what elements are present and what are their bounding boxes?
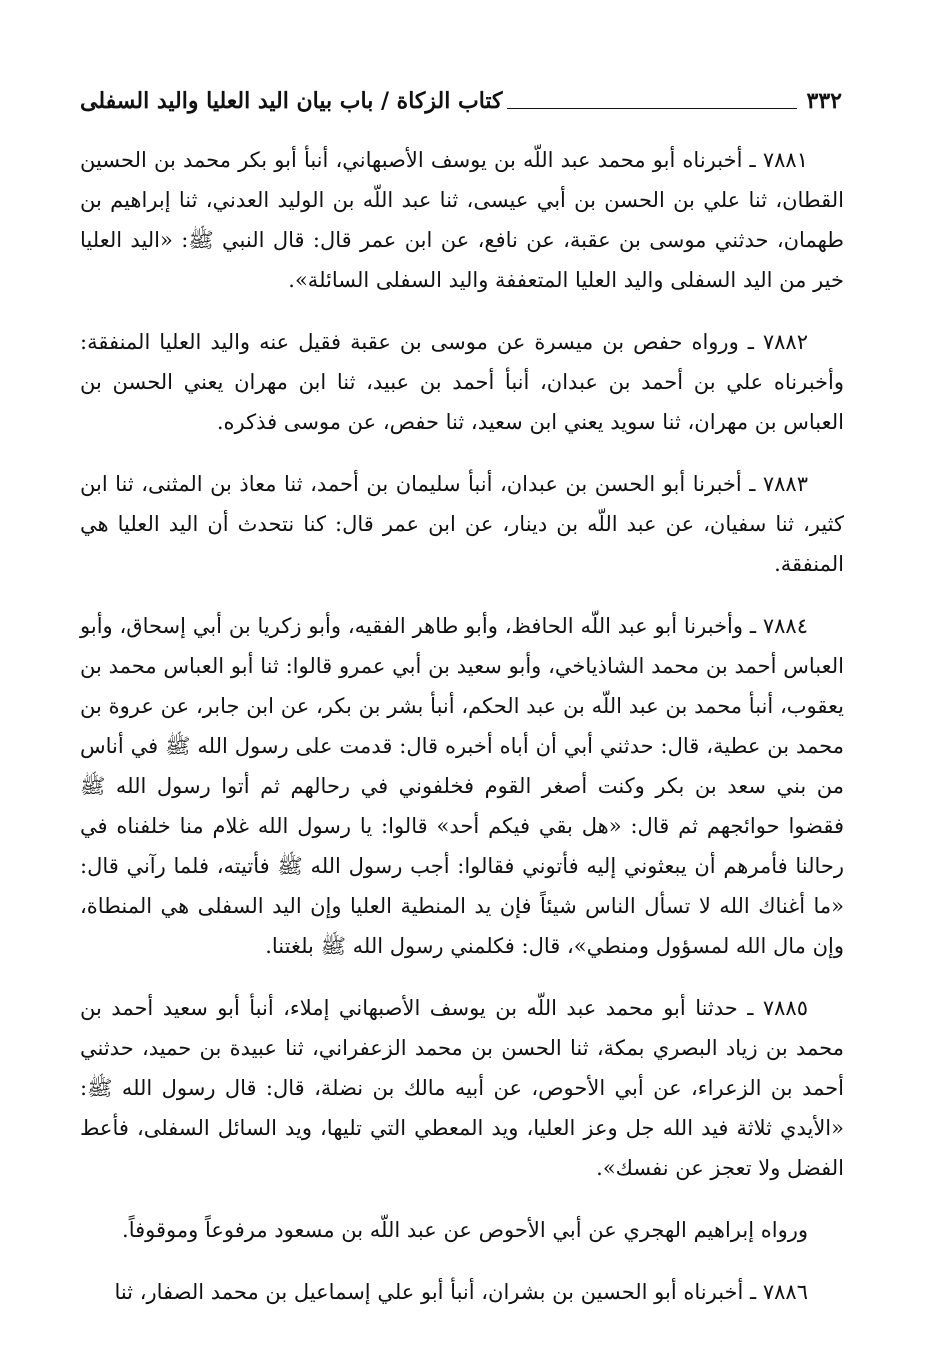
running-title: كتاب الزكاة / باب بيان اليد العليا واليد السفلى bbox=[80, 88, 503, 114]
page-number: ٣٣٢ bbox=[806, 88, 842, 114]
hadith-7885: ٧٨٨٥ ـ حدثنا أبو محمد عبد اللّه بن يوسف الأصبهاني إملاء، أنبأ أبو سعيد أحمد بن محمد بن زياد البصري بمكة، ثنا الحسن بن محمد الزعفراني، ثنا عبيدة بن حميد، حدثني أحمد بن الزعراء، عن أبي الأحوص، عن أبيه مالك بن نضلة، قال: قال رسول الله ﷺ: «الأيدي ثلاثة فيد الله جل وعز العليا، ويد المعطي التي تليها، ويد السائل السفلى، فأعط الفضل ولا تعجز عن نفسك». bbox=[80, 996, 844, 1180]
hadith-7886: ٧٨٨٦ ـ أخبرناه أبو الحسين بن بشران، أنبأ أبو علي إسماعيل بن محمد الصفار، ثنا bbox=[114, 1280, 808, 1304]
hadith-7881: ٧٨٨١ ـ أخبرناه أبو محمد عبد اللّه بن يوسف الأصبهاني، أنبأ أبو بكر محمد بن الحسين القطان، ثنا علي بن الحسن بن أبي عيسى، ثنا عبد اللّه بن الوليد العدني، ثنا إبراهيم بن طهمان، حدثني موسى بن عقبة، عن نافع، عن ابن عمر قال: قال النبي ﷺ: «اليد العليا خير من اليد السفلى واليد العليا المتعففة واليد السفلى السائلة». bbox=[80, 148, 844, 292]
header-rule bbox=[507, 108, 797, 109]
hadith-7882: ٧٨٨٢ ـ ورواه حفص بن ميسرة عن موسى بن عقبة فقيل عنه واليد العليا المنفقة: وأخبرناه علي بن أحمد بن عبدان، أنبأ أحمد بن عبيد، ثنا ابن مهران يعني الحسن بن العباس بن مهران، ثنا سويد يعني ابن سعيد، ثنا حفص، عن موسى فذكره. bbox=[80, 330, 844, 434]
hadith-7883: ٧٨٨٣ ـ أخبرنا أبو الحسن بن عبدان، أنبأ سليمان بن أحمد، ثنا معاذ بن المثنى، ثنا ابن كثير، ثنا سفيان، عن عبد اللّه بن دينار، عن ابن عمر قال: كنا نتحدث أن اليد العليا هي المنفقة. bbox=[80, 472, 844, 576]
page-header bbox=[80, 82, 842, 116]
narration-note: ورواه إبراهيم الهجري عن أبي الأحوص عن عبد اللّه بن مسعود مرفوعاً وموقوفاً. bbox=[122, 1218, 808, 1242]
page-body bbox=[80, 140, 844, 1312]
hadith-7884: ٧٨٨٤ ـ وأخبرنا أبو عبد اللّه الحافظ، وأبو طاهر الفقيه، وأبو زكريا بن أبي إسحاق، وأبو العباس أحمد بن محمد الشاذياخي، وأبو سعيد بن أبي عمرو قالوا: ثنا أبو العباس محمد بن يعقوب، أنبأ محمد بن عبد اللّه بن عبد الحكم، أنبأ بشر بن بكر، عن ابن جابر، عن عروة بن محمد بن عطية، قال: حدثني أبي أن أباه أخبره قال: قدمت على رسول الله ﷺ في أناس من بني سعد بن بكر وكنت أصغر القوم فخلفوني في رحالهم ثم أتوا رسول الله ﷺ فقضوا حوائجهم ثم قال: «هل بقي فيكم أحد» قالوا: يا رسول الله غلام منا خلفناه في رحالنا فأمرهم أن يبعثوني إليه فأتوني فقالوا: أجب رسول الله ﷺ فأتيته، فلما رآني قال: «ما أغناك الله لا تسأل الناس شيئاً فإن يد المنطية العليا وإن اليد السفلى هي المنطاة، وإن مال الله لمسؤول ومنطي»، قال: فكلمني رسول الله ﷺ بلغتنا. bbox=[80, 614, 844, 958]
